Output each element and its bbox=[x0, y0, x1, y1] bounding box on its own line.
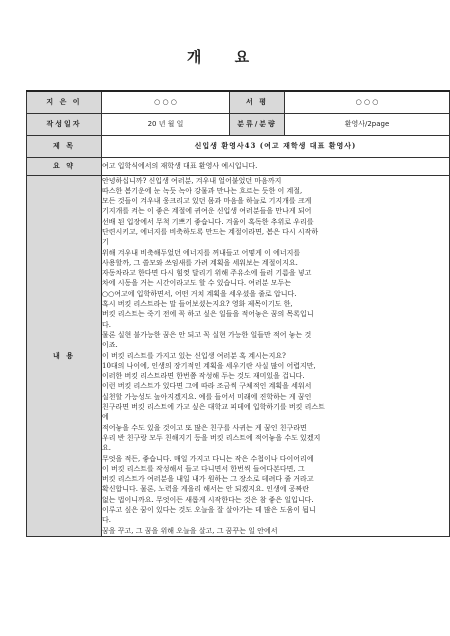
content-text bbox=[102, 176, 449, 536]
content-line: 꿈을 꾸고, 그 꿈을 위해 오늘을 살고, 그 꿈꾸는 일 안에서 bbox=[102, 526, 278, 535]
content-line: 차에 시동을 거는 시간이라고도 할 수 있습니다. 여러분 모두는 bbox=[102, 279, 292, 288]
content-line: 적어놓을 수도 있을 것이고 또 많은 친구를 사귀는 게 꿈인 친구라면 bbox=[102, 423, 307, 432]
content-line: 모든 것들이 겨우내 웅크리고 있던 몸과 마음을 하늘로 기지개를 크게 bbox=[102, 197, 312, 206]
reviewer-label: 서 평 bbox=[230, 91, 285, 113]
content-line: 혹시 버킷 리스트라는 말 들어보셨는지요? 영화 제목이기도 한, bbox=[102, 300, 293, 309]
content-body bbox=[102, 175, 450, 536]
summary-value: 여고 입학식에서의 재학생 대표 환영사 예시입니다. bbox=[102, 157, 450, 175]
content-line: 이 버킷 리스트를 작성해서 들고 다니면서 한번씩 들여다본다면, 그 bbox=[102, 464, 305, 473]
content-line: ○○여고에 입학하면서, 어떤 거치 계획을 세우셨을 줄로 압니다. bbox=[102, 289, 297, 298]
content-line: 이런 버킷 리스트가 있다면 그에 따라 조금씩 구체적인 계획을 세워서 bbox=[102, 382, 312, 391]
content-label: 내 용 bbox=[27, 175, 102, 536]
content-line: 요. bbox=[102, 444, 111, 453]
subject-label: 제 목 bbox=[27, 135, 102, 157]
content-line: 우리 반 친구랑 모두 친해지기 등을 버킷 리스트에 적어놓을 수도 있겠지 bbox=[102, 433, 321, 442]
content-line: 이루고 싶은 꿈이 있다는 것도 오늘을 잘 살아가는 데 많은 도움이 됩니 bbox=[102, 506, 316, 514]
content-line: 이죠. bbox=[102, 341, 118, 350]
category-label: 분류/분량 bbox=[230, 113, 285, 135]
content-line: 기지개를 켜는 이 좋은 계절에 귀여운 신입생 여러분들을 만나게 되어 bbox=[102, 207, 312, 216]
content-line: 위해 겨우내 비축해두었던 에너지를 꺼내들고 어떻게 이 에너지를 bbox=[102, 248, 301, 257]
reviewer-value: ○ ○ ○ bbox=[285, 91, 450, 113]
summary-label: 요 약 bbox=[27, 157, 102, 175]
author-value: ○ ○ ○ bbox=[102, 91, 230, 113]
content-line: 없는 법이니까요. 무엇이든 새롭게 시작한다는 것은 참 좋은 일입니다. bbox=[102, 495, 314, 504]
content-line: 에 bbox=[102, 413, 109, 422]
content-line: 실천할 가능성도 높아지겠지요. 예를 들어서 미래에 진학하는 게 꿈인 bbox=[102, 392, 312, 401]
content-line: 버킷 리스트는 죽기 전에 꼭 하고 싶은 일들을 적어놓은 꿈의 목록입니 bbox=[102, 310, 314, 319]
date-label: 작성일자 bbox=[27, 113, 102, 135]
content-line: 다. bbox=[102, 516, 111, 525]
content-line: 안녕하십니까? 신입생 여러분, 겨우내 얼어붙었던 마음까지 bbox=[102, 176, 282, 185]
content-line: 기 bbox=[102, 238, 109, 247]
content-line: 확신합니다. 물론, 노력을 게을리 해서는 안 되겠지요. 인생에 공짜란 bbox=[102, 485, 310, 494]
content-line: 자동차라고 한다면 다시 힘껏 달리기 위해 주유소에 들러 기름을 넣고 bbox=[102, 269, 312, 278]
content-line: 친구라면 버킷 리스트에 가고 싶은 대학교 피데에 입학하기를 버킷 리스트 bbox=[102, 403, 325, 412]
content-line: 따스한 봄기운에 눈 녹듯 녹아 강물과 만나는 흐르는 듯한 이 계절, bbox=[102, 186, 303, 195]
author-label: 지 은 이 bbox=[27, 91, 102, 113]
content-line: 이러한 버킷 리스트라면 한번쯤 작성해 두는 것도 재미있을 겁니다. bbox=[102, 372, 305, 381]
content-line: 물론 실현 불가능한 꿈은 안 되고 꼭 실현 가능한 일들만 적어 놓는 것 bbox=[102, 330, 312, 339]
content-line: 다. bbox=[102, 320, 111, 329]
content-line: 선배 된 입장에서 무척 기쁘기 좋습니다. 겨울이 혹독한 추위로 우리를 bbox=[102, 217, 314, 226]
date-value: 20 년 월 일 bbox=[102, 113, 230, 135]
content-line: 무엇을 적든, 좋습니다. 매일 가지고 다니는 작은 수첩이나 다이어리에 bbox=[102, 454, 314, 463]
subject-value: 신입생 환영사43 (여고 재학생 대표 환영사) bbox=[102, 135, 450, 157]
summary-form-table bbox=[26, 90, 450, 537]
content-line: 사용할까, 그 쓸모와 쓰임새를 가려 계획을 세워보는 계절이지요. bbox=[102, 258, 298, 267]
content-line: 단련시키고, 에너지를 비축하도록 만드는 계절이라면, 봄은 다시 시작하 bbox=[102, 227, 319, 236]
page-title: 개 요 bbox=[186, 48, 264, 66]
content-line: 버킷 리스트가 여러분을 내일 내가 원하는 그 장소로 데려다 줄 거라고 bbox=[102, 475, 314, 484]
category-value: 환영사/2page bbox=[285, 113, 450, 135]
content-line: 10대의 나이에, 인생의 장기적인 계획을 세우기란 사실 많이 어렵지만, bbox=[102, 361, 316, 370]
content-line: 이 버킷 리스트를 가지고 있는 신입생 여러분 혹 계시는지요? bbox=[102, 351, 286, 360]
